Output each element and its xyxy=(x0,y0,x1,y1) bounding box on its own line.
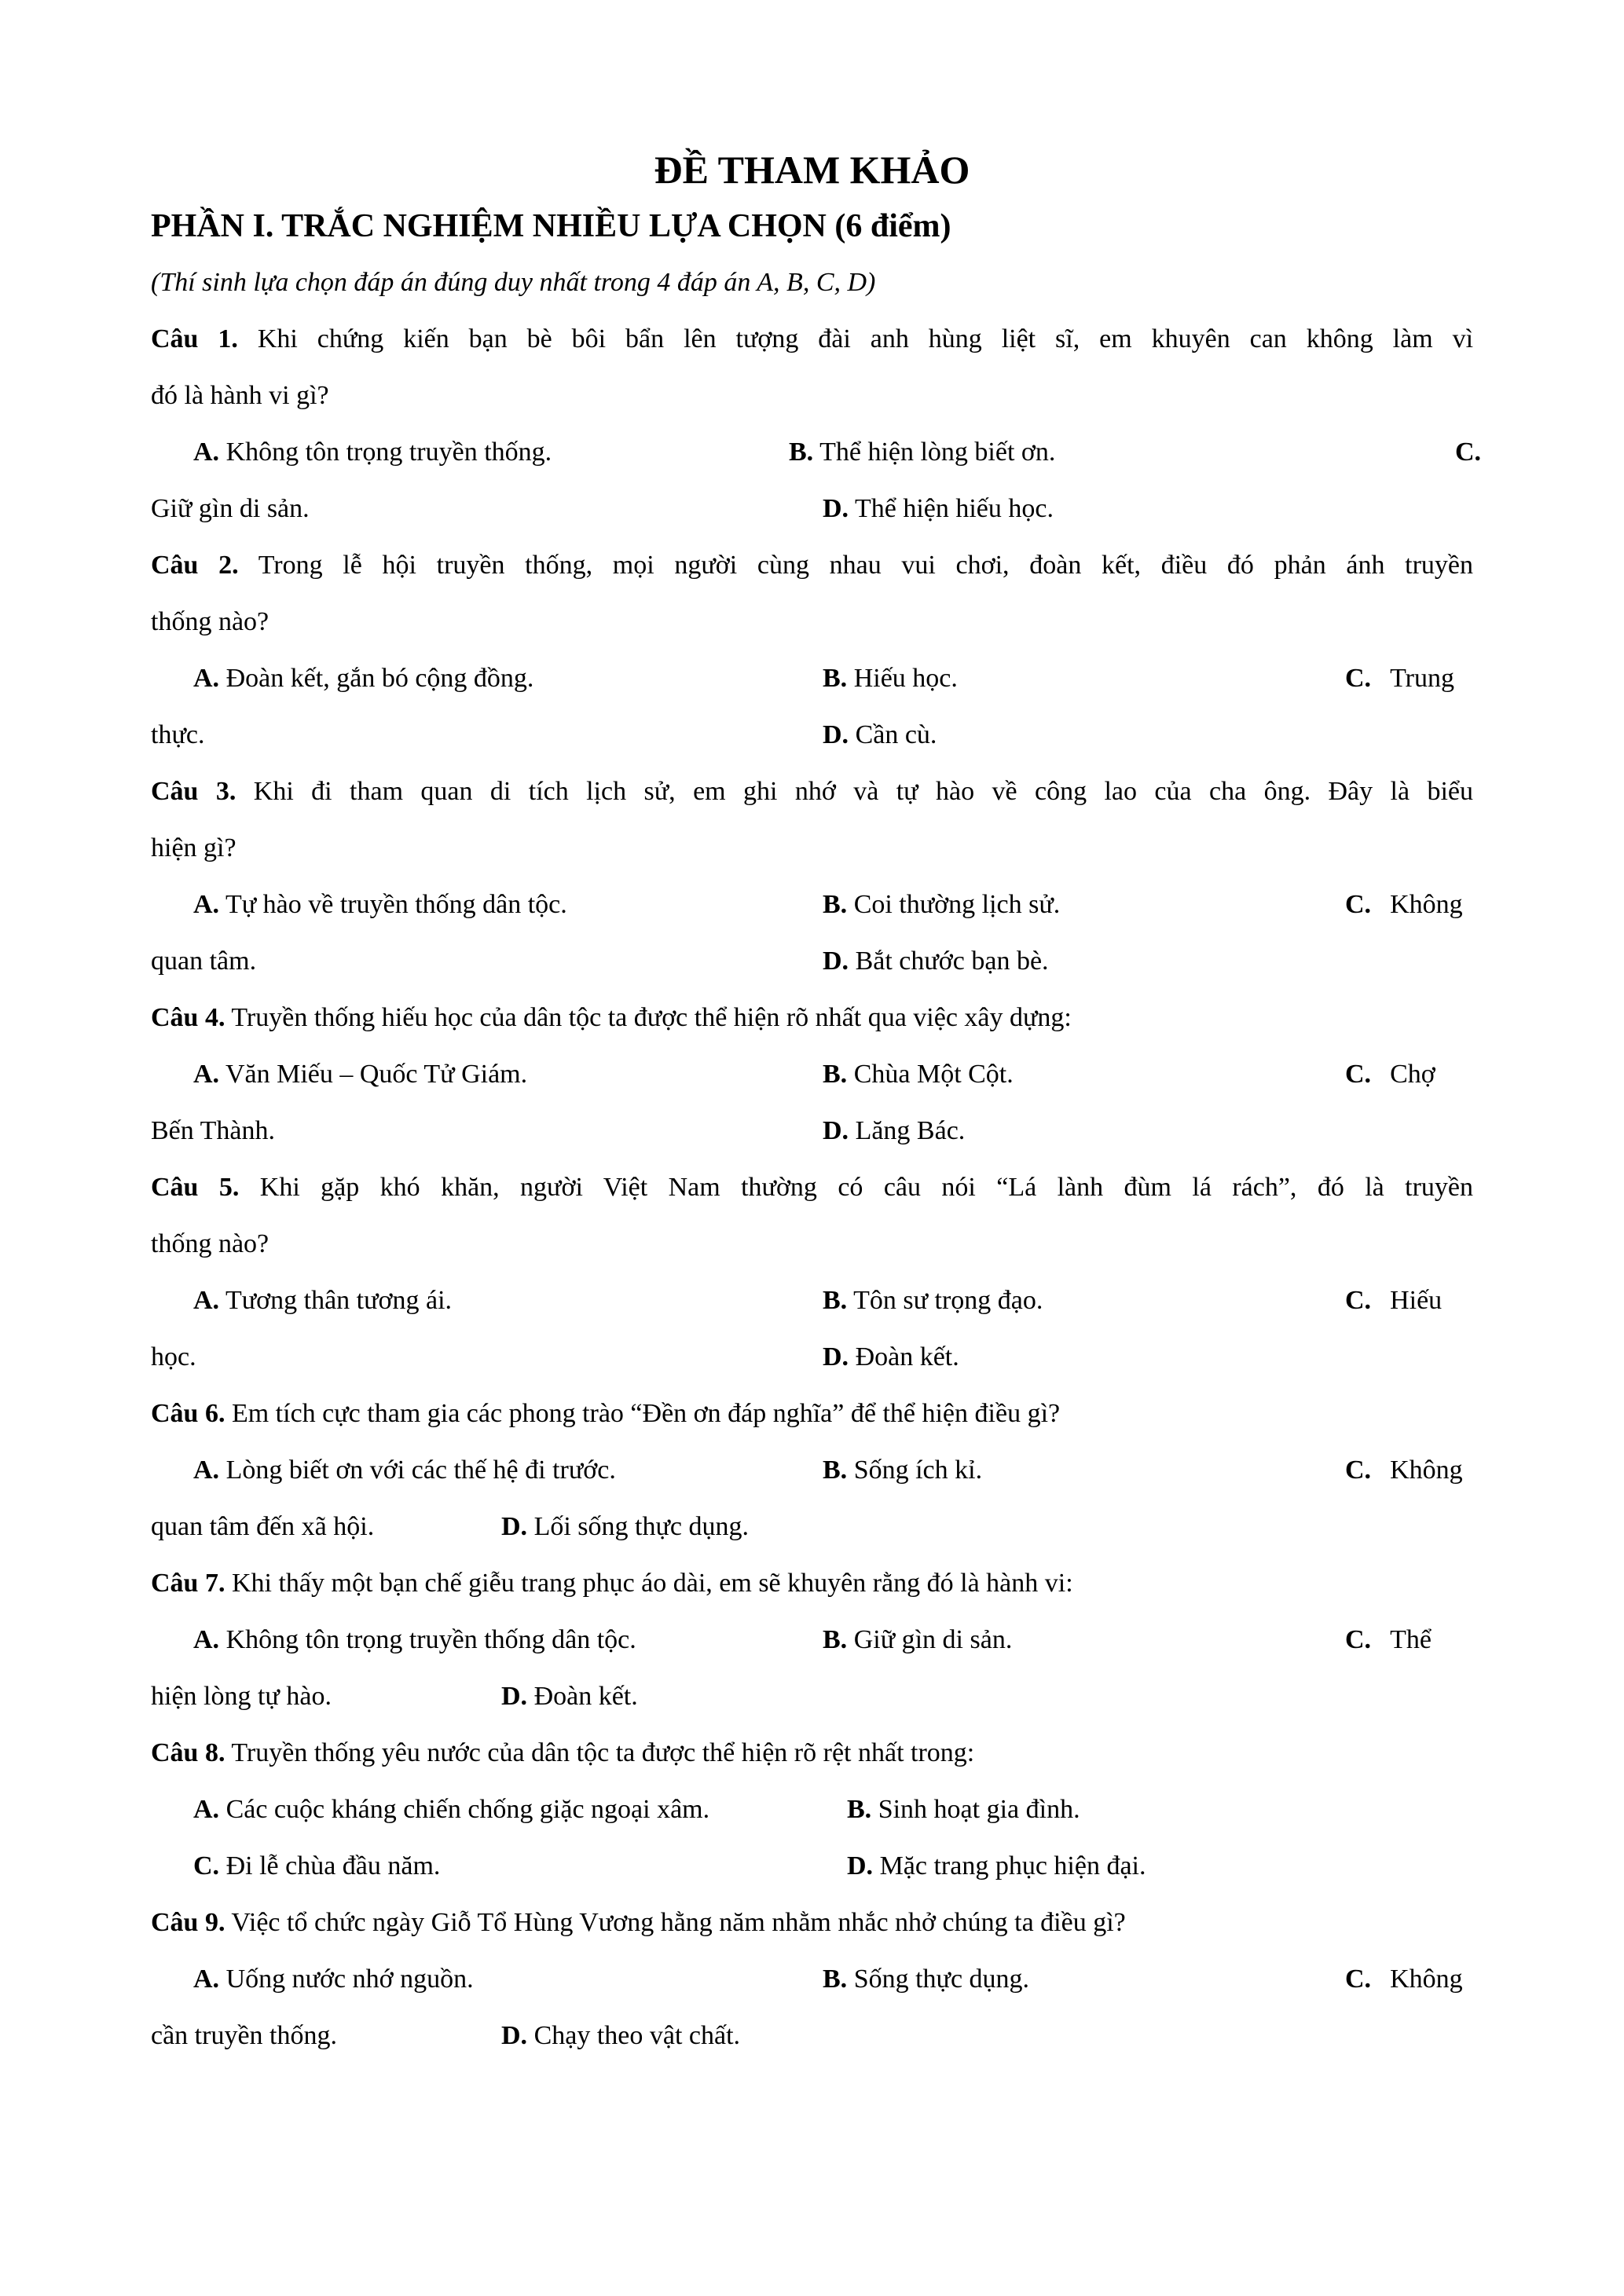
option-b xyxy=(823,1442,982,1499)
option-text: Chợ xyxy=(1390,1060,1435,1089)
option-text: Lăng Bác. xyxy=(855,1116,966,1145)
option-text: Mặc trang phục hiện đại. xyxy=(879,1851,1146,1880)
option-label: A. xyxy=(193,1625,220,1654)
option-text: Không xyxy=(1390,1965,1463,1994)
option-label: C. xyxy=(1345,1965,1372,1994)
options-row xyxy=(151,1612,1473,1668)
option-b xyxy=(823,650,958,707)
option-b xyxy=(847,1782,1080,1838)
option-text: Lối sống thực dụng. xyxy=(533,1512,749,1541)
option-label: C. xyxy=(1455,438,1482,467)
question-9 xyxy=(151,1895,1473,2064)
question-stem-line xyxy=(151,764,1473,820)
option-label: B. xyxy=(823,890,848,919)
option-a xyxy=(193,1273,452,1329)
option-a xyxy=(193,877,567,933)
option-d xyxy=(501,1499,749,1555)
page-title: ĐỀ THAM KHẢO xyxy=(654,148,970,192)
option-text: Đoàn kết, gắn bó cộng đồng. xyxy=(225,664,534,693)
option-c-continuation: quan tâm đến xã hội. xyxy=(151,1512,375,1541)
option-text: Sống thực dụng. xyxy=(853,1965,1030,1994)
option-text: Chùa Một Cột. xyxy=(853,1060,1014,1089)
option-label: D. xyxy=(823,494,849,523)
option-text: Đoàn kết. xyxy=(533,1682,638,1711)
option-label: B. xyxy=(823,1060,848,1089)
option-label: A. xyxy=(193,438,220,467)
option-label: B. xyxy=(789,438,814,467)
question-stem-text: Trong lễ hội truyền thống, mọi người cùng nhau vui chơi, đoàn kết, điều đó phản ánh truyền xyxy=(258,551,1474,580)
option-text: Không tôn trọng truyền thống. xyxy=(225,438,552,467)
option-c xyxy=(1345,877,1463,933)
option-text: Hiếu xyxy=(1390,1286,1443,1315)
option-c xyxy=(1455,424,1481,481)
question-number: Câu 8. xyxy=(151,1738,225,1767)
option-text: Đoàn kết. xyxy=(855,1342,959,1371)
question-stem-text: Khi gặp khó khăn, người Việt Nam thường có câu nói “Lá lành đùm lá rách”, đó là truyền xyxy=(259,1173,1474,1202)
option-b xyxy=(823,1951,1029,2008)
option-a xyxy=(193,1951,474,2008)
option-label: A. xyxy=(193,1060,220,1089)
option-text: Hiếu học. xyxy=(853,664,958,693)
options-row xyxy=(151,1782,1473,1838)
option-label: D. xyxy=(823,947,849,976)
option-text: Đi lễ chùa đầu năm. xyxy=(225,1851,441,1880)
option-b xyxy=(789,424,1055,481)
options-row xyxy=(151,2008,1473,2064)
question-number: Câu 2. xyxy=(151,551,239,580)
option-text: Không tôn trọng truyền thống dân tộc. xyxy=(225,1625,636,1654)
question-number: Câu 1. xyxy=(151,324,238,353)
option-a xyxy=(193,1612,636,1668)
option-label: D. xyxy=(501,1682,528,1711)
option-c xyxy=(1345,1273,1442,1329)
option-label: B. xyxy=(823,664,848,693)
option-label: A. xyxy=(193,1795,220,1824)
options-row xyxy=(151,1329,1473,1386)
option-text: Tự hào về truyền thống dân tộc. xyxy=(225,890,567,919)
option-c-continuation: học. xyxy=(151,1342,196,1371)
question-stem-line: đó là hành vi gì? xyxy=(151,381,329,410)
question-stem-text: Khi thấy một bạn chế giễu trang phục áo dài, em sẽ khuyên rằng đó là hành vi: xyxy=(231,1569,1073,1598)
question-3 xyxy=(151,764,1473,990)
question-number: Câu 7. xyxy=(151,1569,225,1598)
option-c xyxy=(1345,1046,1435,1103)
option-c xyxy=(1345,1612,1432,1668)
option-text: Không xyxy=(1390,1456,1463,1485)
question-stem-line xyxy=(151,1895,1473,1951)
option-d xyxy=(823,933,1049,990)
question-stem-line xyxy=(151,990,1473,1046)
option-label: B. xyxy=(847,1795,872,1824)
options-row xyxy=(151,650,1473,707)
option-label: A. xyxy=(193,1965,220,1994)
option-label: D. xyxy=(501,1512,528,1541)
question-stem-line: thống nào? xyxy=(151,1229,269,1258)
option-d xyxy=(823,481,1054,537)
option-a xyxy=(193,1046,527,1103)
option-label: A. xyxy=(193,890,220,919)
question-4 xyxy=(151,990,1473,1159)
question-number: Câu 4. xyxy=(151,1003,225,1032)
option-c-continuation: thực. xyxy=(151,720,205,749)
option-text: Thể hiện hiếu học. xyxy=(854,494,1054,523)
options-row xyxy=(151,481,1473,537)
question-number: Câu 5. xyxy=(151,1173,240,1202)
options-row xyxy=(151,933,1473,990)
question-7 xyxy=(151,1555,1473,1725)
option-text: Văn Miếu – Quốc Tử Giám. xyxy=(225,1060,528,1089)
option-b xyxy=(823,1612,1012,1668)
question-stem-line xyxy=(151,311,1473,368)
option-d xyxy=(501,2008,740,2064)
option-label: D. xyxy=(823,1116,849,1145)
options-row xyxy=(151,1499,1473,1555)
option-c xyxy=(1345,1951,1463,2008)
question-stem-line xyxy=(151,1555,1473,1612)
option-c xyxy=(1345,1442,1463,1499)
option-c-continuation: hiện lòng tự hào. xyxy=(151,1682,332,1711)
option-text: Cần cù. xyxy=(855,720,937,749)
option-label: A. xyxy=(193,1286,220,1315)
option-c-continuation: cần truyền thống. xyxy=(151,2021,337,2050)
question-stem-line xyxy=(151,1159,1473,1216)
option-label: C. xyxy=(1345,1060,1372,1089)
option-label: B. xyxy=(823,1456,848,1485)
option-a xyxy=(193,424,552,481)
question-number: Câu 6. xyxy=(151,1399,225,1428)
option-text: Sống ích kỉ. xyxy=(853,1456,983,1485)
option-d xyxy=(823,1329,959,1386)
option-text: Giữ gìn di sản. xyxy=(853,1625,1013,1654)
option-text: Uống nước nhớ nguồn. xyxy=(225,1965,474,1994)
option-c-continuation: Giữ gìn di sản. xyxy=(151,494,310,523)
options-row xyxy=(151,1668,1473,1725)
question-stem-text: Khi đi tham quan di tích lịch sử, em ghi nhớ và tự hào về công lao của cha ông. Đây là biểu xyxy=(253,777,1474,806)
option-a xyxy=(193,650,533,707)
question-number: Câu 9. xyxy=(151,1908,225,1937)
option-label: C. xyxy=(1345,1286,1372,1315)
question-2 xyxy=(151,537,1473,764)
option-label: C. xyxy=(1345,1625,1372,1654)
question-stem-text: Việc tổ chức ngày Giỗ Tổ Hùng Vương hằng năm nhằm nhắc nhở chúng ta điều gì? xyxy=(231,1908,1126,1937)
option-b xyxy=(823,877,1060,933)
option-b xyxy=(823,1046,1014,1103)
option-b xyxy=(823,1273,1043,1329)
option-text: Coi thường lịch sử. xyxy=(853,890,1061,919)
option-label: A. xyxy=(193,664,220,693)
option-text: Thể hiện lòng biết ơn. xyxy=(819,438,1056,467)
option-label: C. xyxy=(1345,890,1372,919)
question-stem-text: Khi chứng kiến bạn bè bôi bẩn lên tượng đài anh hùng liệt sĩ, em khuyên can không làm vì xyxy=(257,324,1474,353)
options-row xyxy=(151,424,1482,481)
option-label: D. xyxy=(823,1342,849,1371)
question-stem-text: Truyền thống hiếu học của dân tộc ta được thể hiện rõ nhất qua việc xây dựng: xyxy=(231,1003,1072,1032)
question-stem-text: Em tích cực tham gia các phong trào “Đền ơn đáp nghĩa” để thể hiện điều gì? xyxy=(231,1399,1061,1428)
options-row xyxy=(151,1273,1473,1329)
option-label: B. xyxy=(823,1965,848,1994)
option-label: A. xyxy=(193,1456,220,1485)
question-5 xyxy=(151,1159,1473,1386)
instruction-note: (Thí sinh lựa chọn đáp án đúng duy nhất trong 4 đáp án A, B, C, D) xyxy=(151,268,876,297)
option-c xyxy=(193,1838,440,1895)
option-text: Các cuộc kháng chiến chống giặc ngoại xâm. xyxy=(225,1795,710,1824)
question-number: Câu 3. xyxy=(151,777,236,806)
option-label: D. xyxy=(501,2021,528,2050)
option-text: Sinh hoạt gia đình. xyxy=(878,1795,1080,1824)
option-c-continuation: Bến Thành. xyxy=(151,1116,276,1145)
question-stem-line xyxy=(151,537,1473,594)
options-row xyxy=(151,1046,1473,1103)
option-text: Thể xyxy=(1390,1625,1432,1654)
option-label: C. xyxy=(1345,1456,1372,1485)
option-text: Chạy theo vật chất. xyxy=(533,2021,741,2050)
question-stem-line: thống nào? xyxy=(151,607,269,636)
option-text: Bắt chước bạn bè. xyxy=(855,947,1049,976)
option-text: Không xyxy=(1390,890,1463,919)
option-d xyxy=(501,1668,638,1725)
option-text: Tương thân tương ái. xyxy=(225,1286,453,1315)
question-stem-text: Truyền thống yêu nước của dân tộc ta được thể hiện rõ rệt nhất trong: xyxy=(231,1738,975,1767)
option-d xyxy=(823,707,937,764)
option-d xyxy=(847,1838,1146,1895)
options-row xyxy=(151,1103,1473,1159)
option-d xyxy=(823,1103,965,1159)
section-heading: PHẦN I. TRẮC NGHIỆM NHIỀU LỰA CHỌN (6 điểm) xyxy=(151,208,951,244)
question-8 xyxy=(151,1725,1473,1895)
options-row xyxy=(151,877,1473,933)
option-text: Trung xyxy=(1390,664,1454,693)
option-text: Tôn sư trọng đạo. xyxy=(853,1286,1043,1315)
option-text: Lòng biết ơn với các thế hệ đi trước. xyxy=(225,1456,616,1485)
option-label: B. xyxy=(823,1625,848,1654)
question-1 xyxy=(151,311,1482,537)
option-a xyxy=(193,1442,616,1499)
question-stem-line xyxy=(151,1725,1473,1782)
option-label: B. xyxy=(823,1286,848,1315)
options-row xyxy=(151,1838,1473,1895)
option-c xyxy=(1345,650,1454,707)
question-stem-line: hiện gì? xyxy=(151,833,236,862)
question-6 xyxy=(151,1386,1473,1555)
option-a xyxy=(193,1782,709,1838)
option-label: C. xyxy=(1345,664,1372,693)
option-c-continuation: quan tâm. xyxy=(151,947,257,976)
options-row xyxy=(151,1951,1473,2008)
options-row xyxy=(151,707,1473,764)
option-label: C. xyxy=(193,1851,220,1880)
option-label: D. xyxy=(847,1851,874,1880)
question-stem-line xyxy=(151,1386,1473,1442)
option-label: D. xyxy=(823,720,849,749)
options-row xyxy=(151,1442,1473,1499)
